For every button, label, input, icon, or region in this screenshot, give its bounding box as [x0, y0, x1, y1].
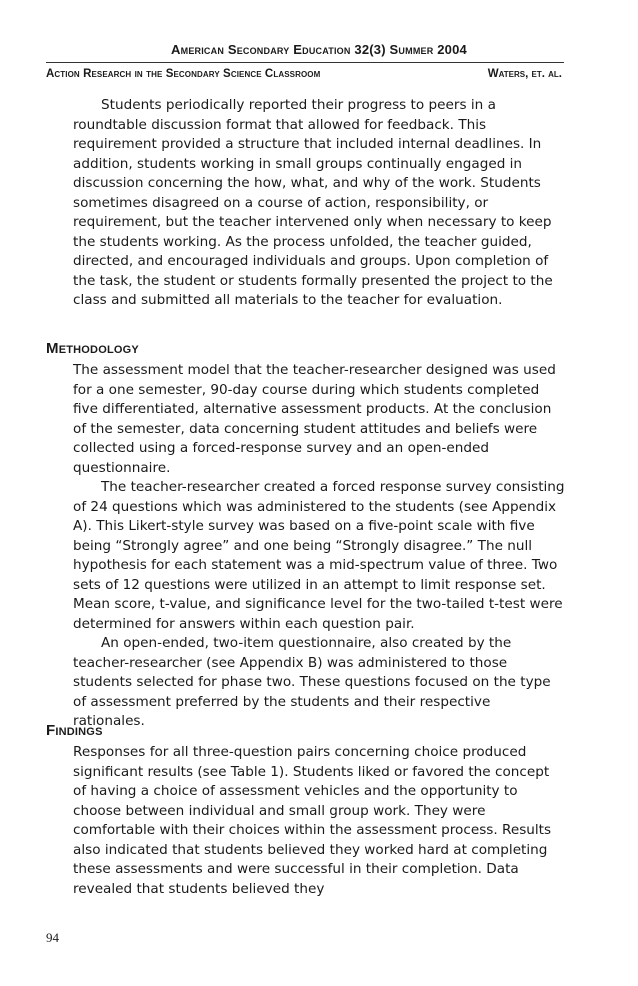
findings-paragraph: Responses for all three-question pairs concerning choice produced significant results (see Table 1). Students liked or favored the concept of having a choice of assessment vehicles and the opportunity to choose between individual and small group work. They were comfortable with their choices within the assessment process. Results also indicated that students believed they worked hard at completing these assessments and were successful in their completion. Data revealed that students believed they — [73, 744, 552, 897]
methodology-section — [73, 361, 565, 732]
findings-heading: Findings — [46, 722, 103, 739]
page-number: 94 — [46, 930, 59, 945]
header-rule — [46, 62, 564, 63]
methodology-paragraph: The assessment model that the teacher-researcher designed was used for a one semester, 90-day course during which students completed five differentiated, alternative assessment products. At the conclusion of the semester, data concerning student attitudes and beliefs were collected using a forced-response survey and an open-ended questionnaire. — [73, 362, 556, 476]
methodology-paragraph: The teacher-researcher created a forced response survey consisting of 24 questions which was administered to the students (see Appendix A). This Likert-style survey was based on a five-point scale with five being “Strongly agree” and one being “Strongly disagree.” The null hypothesis for each statement was a mid-spectrum value of three. Two sets of 12 questions were utilized in an attempt to limit response set. Mean score, t-value, and significance level for the two-tailed t-test were determined for answers within each question pair. — [73, 479, 565, 632]
methodology-paragraph: An open-ended, two-item questionnaire, also created by the teacher-researcher (see Appendix B) was administered to those students selected for phase two. These questions focused on the type of assessment preferred by the students and their respective rationales. — [73, 635, 551, 729]
findings-section — [73, 743, 565, 899]
running-title: Action Research in the Secondary Science Classroom — [46, 68, 321, 80]
intro-paragraph: Students periodically reported their progress to peers in a roundtable discussion format that allowed for feedback. This requirement provided a structure that included internal deadlines. In addition, students working in small groups continually engaged in discussion concerning the how, what, and why of the work. Students sometimes disagreed on a course of action, responsibility, or requirement, but the teacher intervened only when necessary to keep the students working. As the process unfolded, the teacher guided, directed, and encouraged individuals and groups. Upon completion of the task, the student or students formally presented the project to the class and submitted all materials to the teacher for evaluation. — [73, 97, 553, 308]
methodology-heading: Methodology — [46, 340, 139, 357]
intro-section — [73, 96, 565, 311]
journal-header: American Secondary Education 32(3) Summer 2004 — [171, 42, 467, 57]
authors-header: Waters, et. al. — [487, 68, 562, 80]
